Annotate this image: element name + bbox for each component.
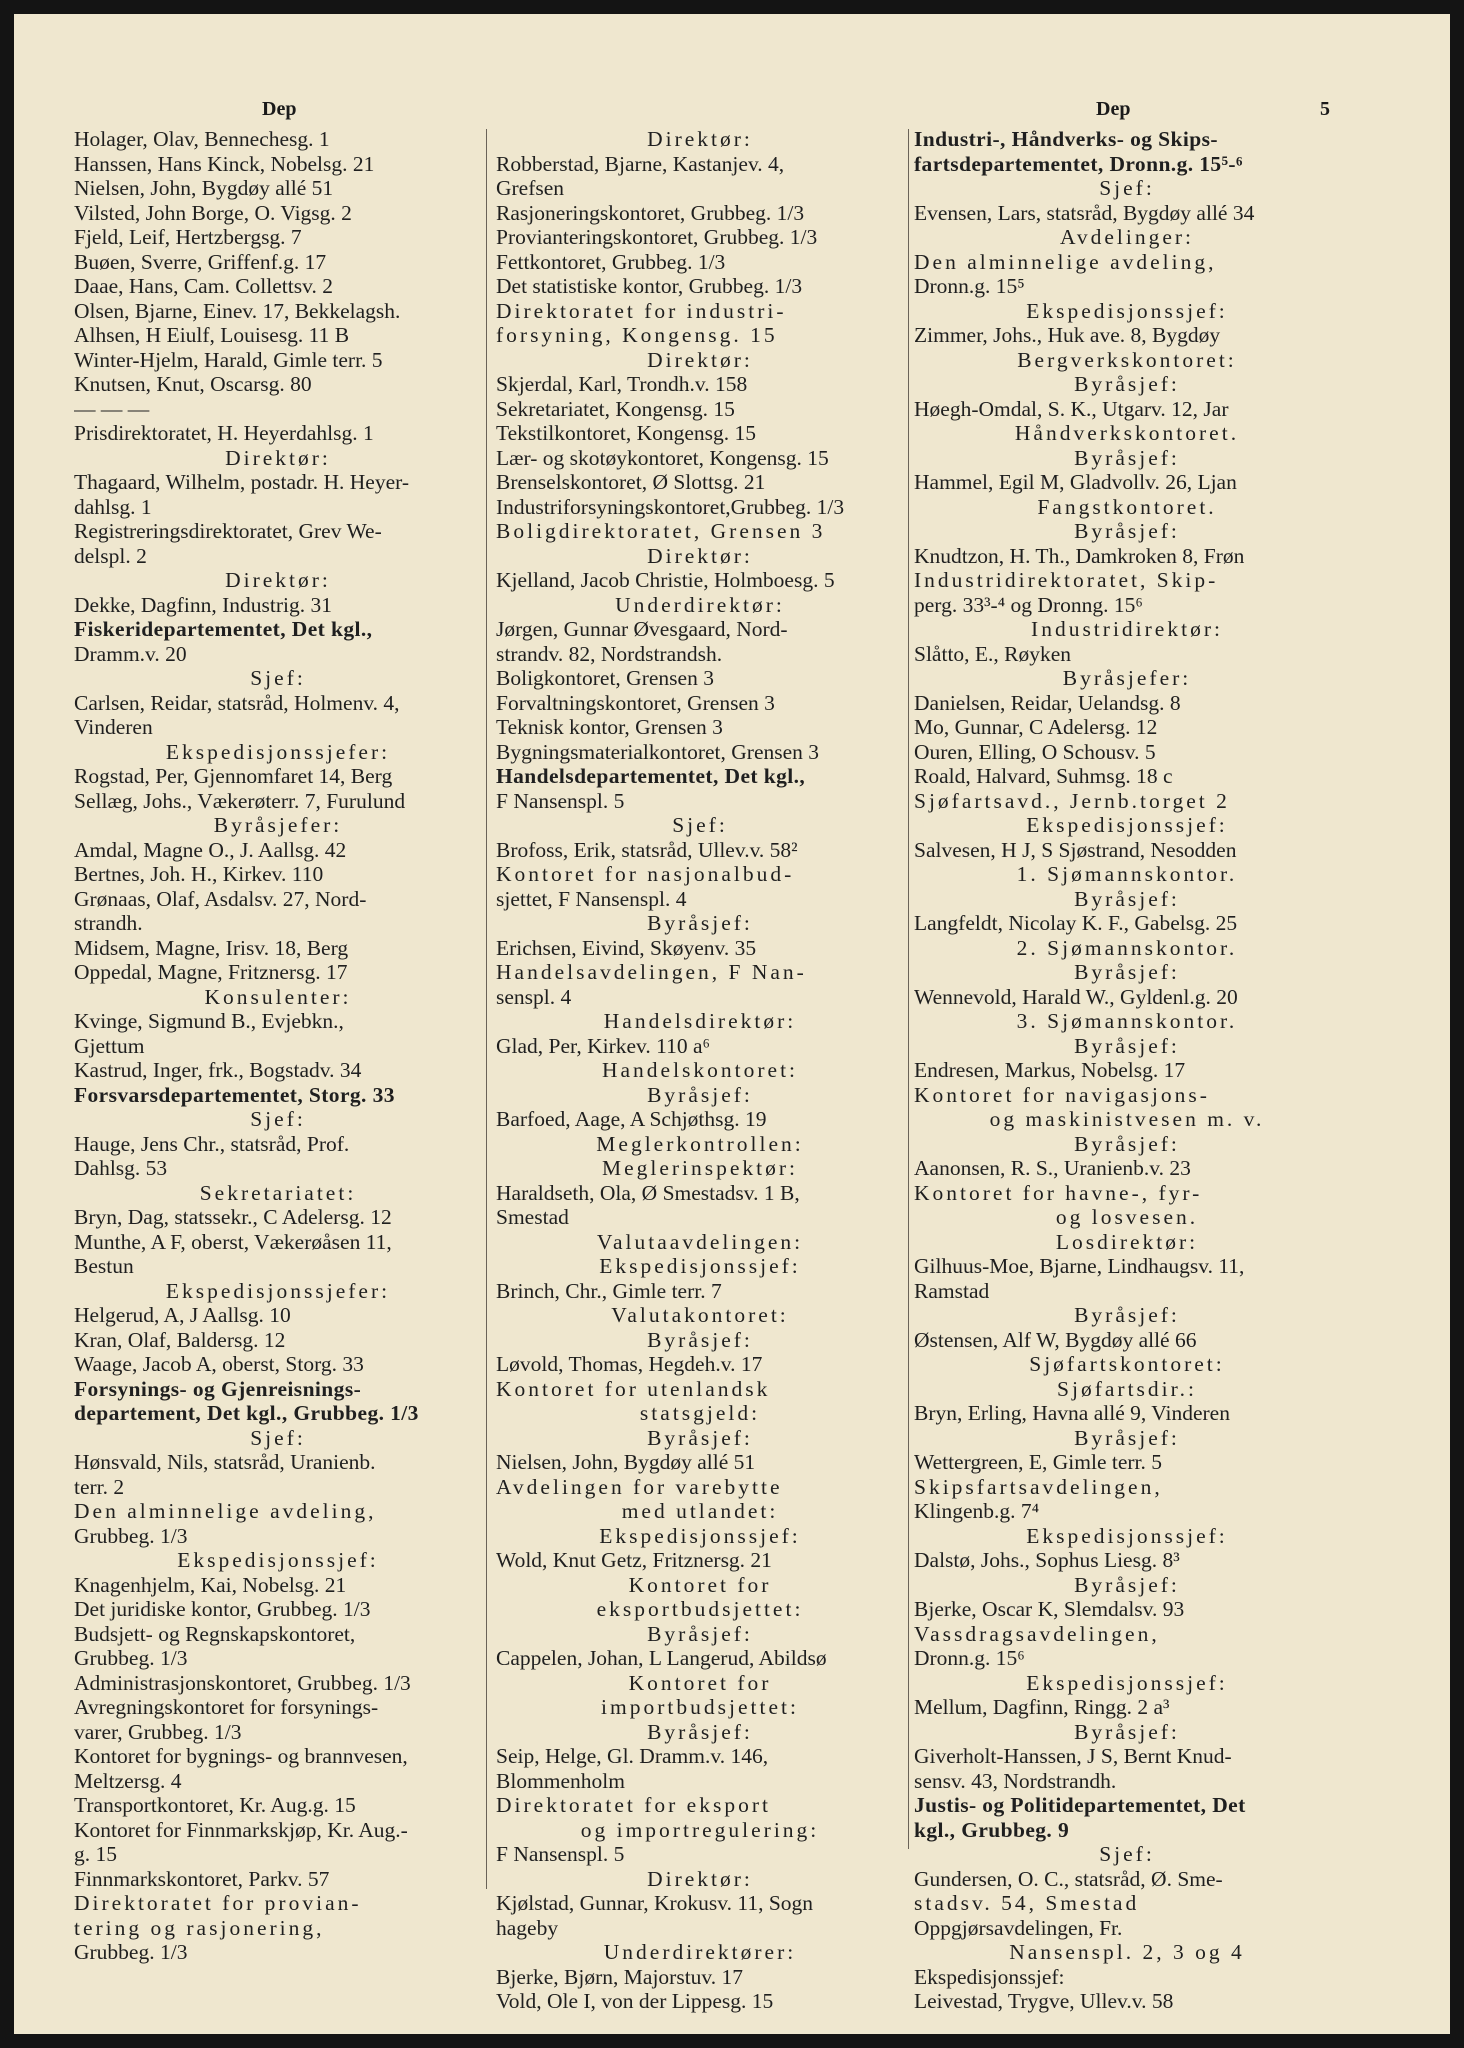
entry-line: Kontoret for bygnings- og brannvesen, <box>74 1744 408 1768</box>
entry-line: Lær- og skotøykontoret, Kongensg. 15 <box>496 445 829 470</box>
entry-line: Industriforsyningskontoret,Grubbeg. 1/3 <box>496 494 845 519</box>
entry-line: stadsv. 54, Smestad <box>914 1891 1140 1915</box>
entry-line: Industridirektør: <box>1031 617 1223 641</box>
running-head-left: Dep <box>262 98 297 120</box>
entry-line: Grefsen <box>496 176 565 200</box>
entry-line: og importregulering: <box>580 1817 820 1842</box>
entry-line: Hanssen, Hans Kinck, Nobelsg. 21 <box>74 151 375 176</box>
entry-line: Dekke, Dagfinn, Industrig. 31 <box>74 592 332 617</box>
entry-line: Helgerud, A, J Aallsg. 10 <box>74 1303 291 1327</box>
entry-line: Vilsted, John Borge, O. Vigsg. 2 <box>74 200 352 225</box>
entry-line: Valutakontoret: <box>611 1303 789 1327</box>
entry-line: Zimmer, Johs., Huk ave. 8, Bygdøy <box>914 323 1221 347</box>
entry-line: Ekspedisjonssjef: <box>599 1254 801 1278</box>
entry-line: Teknisk kontor, Grensen 3 <box>496 715 723 739</box>
entry-line: — — — <box>74 396 150 421</box>
entry-line: Wettergreen, E, Gimle terr. 5 <box>914 1450 1163 1474</box>
entry-line: Byråsjef: <box>647 1327 753 1352</box>
entry-line: Fjeld, Leif, Hertzbergsg. 7 <box>74 225 302 249</box>
entry-line: Bygningsmaterialkontoret, Grensen 3 <box>496 739 820 764</box>
entry-line: Byråsjef: <box>647 1719 753 1744</box>
entry-line: Hammel, Egil M, Gladvollv. 26, Ljan <box>914 470 1237 494</box>
entry-line: Oppgjørsavdelingen, Fr. <box>914 1915 1123 1940</box>
entry-line: Knudtzon, H. Th., Damkroken 8, Frøn <box>914 543 1245 568</box>
entry-line: strandv. 82, Nordstrandsh. <box>496 641 723 666</box>
entry-line: Forsynings- og Gjenreisnings- <box>74 1376 362 1401</box>
entry-line: Knutsen, Knut, Oscarsg. 80 <box>74 372 312 396</box>
entry-line: Byråsjef: <box>1074 960 1180 984</box>
entry-line: Byråsjef: <box>1074 1303 1180 1327</box>
entry-line: Thagaard, Wilhelm, postadr. H. Heyer- <box>74 470 410 494</box>
entry-line: Waage, Jacob A, oberst, Storg. 33 <box>74 1352 364 1376</box>
entry-line: Holager, Olav, Bennechesg. 1 <box>74 127 330 151</box>
entry-line: Sjef: <box>1099 176 1155 200</box>
entry-line: Cappelen, Johan, L Langerud, Abildsø <box>496 1646 827 1670</box>
entry-line: Provianteringskontoret, Grubbeg. 1/3 <box>496 225 818 249</box>
entry-line: Evensen, Lars, statsråd, Bygdøy allé 34 <box>914 200 1255 225</box>
entry-line: Skjerdal, Karl, Trondh.v. 158 <box>496 372 748 396</box>
column-3 <box>914 127 1340 2014</box>
entry-line: Industri-, Håndverks- og Skips- <box>914 127 1218 151</box>
entry-line: F Nansenspl. 5 <box>496 1842 625 1866</box>
entry-line: Ekspedisjonssjef: <box>1026 1670 1228 1695</box>
entry-line: Boligdirektoratet, Grensen 3 <box>496 519 826 543</box>
entry-line: Langfeldt, Nicolay K. F., Gabelsg. 25 <box>914 911 1238 935</box>
entry-line: Dahlsg. 53 <box>74 1156 168 1180</box>
entry-line: Hauge, Jens Chr., statsråd, Prof. <box>74 1131 350 1156</box>
entry-line: Daae, Hans, Cam. Collettsv. 2 <box>74 274 333 298</box>
entry-line: Det juridiske kontor, Grubbeg. 1/3 <box>74 1597 371 1621</box>
entry-line: Byråsjef: <box>1074 1033 1180 1058</box>
column-rule <box>486 129 487 1889</box>
entry-line: Nielsen, John, Bygdøy allé 51 <box>74 176 334 200</box>
entry-line: Meglerinspektør: <box>601 1156 799 1180</box>
entry-line: Brinch, Chr., Gimle terr. 7 <box>496 1278 722 1303</box>
entry-line: Bryn, Erling, Havna allé 9, Vinderen <box>914 1401 1230 1425</box>
entry-line: tering og rasjonering, <box>74 1915 325 1940</box>
entry-line: og maskinistvesen m. v. <box>989 1107 1265 1131</box>
entry-line: Byråsjefer: <box>213 813 343 837</box>
entry-line: Losdirektør: <box>1055 1229 1199 1254</box>
entry-line: Grønaas, Olaf, Asdalsv. 27, Nord- <box>74 886 367 911</box>
entry-line: Gundersen, O. C., statsråd, Ø. Sme- <box>914 1866 1223 1891</box>
entry-line: Håndverkskontoret. <box>1014 421 1240 445</box>
entry-line: Slåtto, E., Røyken <box>914 641 1072 666</box>
entry-line: Ekspedisjonssjef: <box>177 1548 379 1572</box>
entry-line: varer, Grubbeg. 1/3 <box>74 1719 242 1744</box>
entry-line: Bestun <box>74 1254 134 1278</box>
entry-line: Byråsjef: <box>1074 372 1180 396</box>
entry-line: Ekspedisjonssjef: <box>1026 1523 1228 1548</box>
entry-line: hageby <box>496 1915 559 1940</box>
entry-line: Transportkontoret, Kr. Aug.g. 15 <box>74 1793 356 1817</box>
entry-line: 3. Sjømannskontor. <box>1016 1009 1238 1033</box>
entry-line: Prisdirektoratet, H. Heyerdahlsg. 1 <box>74 421 374 445</box>
entry-line: Klingenb.g. 7⁴ <box>914 1499 1040 1523</box>
entry-line: kgl., Grubbeg. 9 <box>914 1817 1070 1842</box>
entry-line: Direktør: <box>647 127 753 151</box>
entry-line: Buøen, Sverre, Griffenf.g. 17 <box>74 249 327 274</box>
column-1 <box>74 127 482 1965</box>
entry-line: 1. Sjømannskontor. <box>1016 862 1238 886</box>
entry-line: Administrasjonskontoret, Grubbeg. 1/3 <box>74 1670 411 1695</box>
entry-line: Boligkontoret, Grensen 3 <box>496 666 714 690</box>
entry-line: Kontoret for nasjonalbud- <box>496 862 795 886</box>
entry-line: Forvaltningskontoret, Grensen 3 <box>496 690 775 715</box>
entry-line: Dalstø, Johs., Sophus Liesg. 8³ <box>914 1548 1180 1572</box>
entry-line: g. 15 <box>74 1842 117 1866</box>
entry-line: Direktoratet for industri- <box>496 298 787 323</box>
entry-line: Vassdragsavdelingen, <box>914 1621 1160 1646</box>
entry-line: Registreringsdirektoratet, Grev We- <box>74 519 382 543</box>
entry-line: Nielsen, John, Bygdøy allé 51 <box>496 1450 756 1474</box>
entry-line: Avdelingen for varebytte <box>496 1474 783 1499</box>
entry-line: Kran, Olaf, Baldersg. 12 <box>74 1327 286 1352</box>
entry-line: Den alminnelige avdeling, <box>914 249 1217 274</box>
entry-line: departement, Det kgl., Grubbeg. 1/3 <box>74 1401 419 1425</box>
entry-line: Erichsen, Eivind, Skøyenv. 35 <box>496 935 757 960</box>
entry-line: Fiskeridepartementet, Det kgl., <box>74 617 373 641</box>
entry-line: Salvesen, H J, S Sjøstrand, Nesodden <box>914 837 1237 862</box>
entry-line: statsgjeld: <box>639 1401 761 1425</box>
entry-line: Mo, Gunnar, C Adelersg. 12 <box>914 715 1158 739</box>
entry-line: Rogstad, Per, Gjennomfaret 14, Berg <box>74 764 393 788</box>
column-2 <box>496 127 904 2014</box>
entry-line: dahlsg. 1 <box>74 494 152 519</box>
entry-line: Sekretariatet, Kongensg. 15 <box>496 396 735 421</box>
directory-page <box>14 14 1450 2034</box>
entry-line: Brenselskontoret, Ø Slottsg. 21 <box>496 470 766 494</box>
entry-line: Bjerke, Oscar K, Slemdalsv. 93 <box>914 1597 1185 1621</box>
entry-line: Avregningskontoret for forsynings- <box>74 1695 379 1719</box>
entry-line: Høegh-Omdal, S. K., Utgarv. 12, Jar <box>914 396 1229 421</box>
entry-line: Den alminnelige avdeling, <box>74 1499 377 1523</box>
entry-line: Ekspedisjonssjef: <box>914 1964 1065 1989</box>
entry-line: Østensen, Alf W, Bygdøy allé 66 <box>914 1327 1197 1352</box>
entry-line: Jørgen, Gunnar Øvesgaard, Nord- <box>496 617 788 641</box>
entry-line: Bjerke, Bjørn, Majorstuv. 17 <box>496 1964 744 1989</box>
entry-line: terr. 2 <box>74 1474 125 1499</box>
entry-line: og losvesen. <box>1055 1205 1199 1229</box>
entry-line: Kontoret for Finnmarkskjøp, Kr. Aug.- <box>74 1817 408 1842</box>
entry-line: Kjelland, Jacob Christie, Holmboesg. 5 <box>496 568 835 592</box>
entry-line: Nansenspl. 2, 3 og 4 <box>1009 1940 1245 1964</box>
entry-line: Bergverkskontoret: <box>1017 347 1237 372</box>
entry-line: Direktør: <box>225 568 331 592</box>
entry-line: delspl. 2 <box>74 543 147 568</box>
column-rule <box>908 129 909 1849</box>
entry-line: sensv. 43, Nordstrandh. <box>914 1768 1117 1793</box>
entry-line: Byråsjef: <box>647 1082 753 1107</box>
entry-line: Roald, Halvard, Suhmsg. 18 c <box>914 764 1173 788</box>
entry-line: Dramm.v. 20 <box>74 641 187 666</box>
entry-line: Byråsjef: <box>647 911 753 935</box>
entry-line: Ouren, Elling, O Schousv. 5 <box>914 739 1156 764</box>
entry-line: Vold, Ole I, von der Lippesg. 15 <box>496 1989 774 2013</box>
entry-line: Direktoratet for eksport <box>496 1793 771 1817</box>
entry-line: Handelsdirektør: <box>603 1009 797 1033</box>
entry-line: Mellum, Dagfinn, Ringg. 2 a³ <box>914 1695 1170 1719</box>
entry-line: Gilhuus-Moe, Bjarne, Lindhaugsv. 11, <box>914 1254 1245 1278</box>
entry-line: Direktør: <box>225 445 331 470</box>
entry-line: fartsdepartementet, Dronn.g. 15⁵-⁶ <box>914 151 1243 176</box>
entry-line: Byråsjef: <box>1074 1572 1180 1597</box>
entry-line: Rasjoneringskontoret, Grubbeg. 1/3 <box>496 200 805 225</box>
entry-line: Byråsjef: <box>1074 1719 1180 1744</box>
entry-line: Fettkontoret, Grubbeg. 1/3 <box>496 249 726 274</box>
entry-line: Byråsjef: <box>1074 519 1180 543</box>
entry-line: Underdirektør: <box>615 592 785 617</box>
entry-line: Sjøfartsdir.: <box>1057 1376 1197 1401</box>
entry-line: Justis- og Politidepartementet, Det <box>914 1793 1246 1817</box>
entry-line: Direktoratet for provian- <box>74 1891 362 1915</box>
entry-line: Finnmarkskontoret, Parkv. 57 <box>74 1866 330 1891</box>
entry-line: Byråsjef: <box>647 1621 753 1646</box>
entry-line: Direktør: <box>647 1866 753 1891</box>
entry-line: Valutaavdelingen: <box>596 1229 804 1254</box>
entry-line: Amdal, Magne O., J. Aallsg. 42 <box>74 837 347 862</box>
entry-line: Winter-Hjelm, Harald, Gimle terr. 5 <box>74 347 383 372</box>
entry-line: Meglerkontrollen: <box>596 1131 804 1156</box>
entry-line: Løvold, Thomas, Hegdeh.v. 17 <box>496 1352 763 1376</box>
entry-line: Knagenhjelm, Kai, Nobelsg. 21 <box>74 1572 347 1597</box>
entry-line: Bertnes, Joh. H., Kirkev. 110 <box>74 862 324 886</box>
entry-line: forsyning, Kongensg. 15 <box>496 323 778 347</box>
entry-line: Byråsjef: <box>647 1425 753 1450</box>
entry-line: strandh. <box>74 911 143 935</box>
entry-line: Kvinge, Sigmund B., Evjebkn., <box>74 1009 344 1033</box>
entry-line: Sjef: <box>250 1107 306 1131</box>
entry-line: Ekspedisjonssjef: <box>1026 813 1228 837</box>
entry-line: Direktør: <box>647 347 753 372</box>
entry-line: Brofoss, Erik, statsråd, Ullev.v. 58² <box>496 837 798 862</box>
entry-line: Oppedal, Magne, Fritznersg. 17 <box>74 960 348 984</box>
entry-line: Byråsjefer: <box>1062 666 1192 690</box>
entry-line: Sjøfartsavd., Jernb.torget 2 <box>914 788 1230 813</box>
entry-line: Konsulenter: <box>204 984 352 1009</box>
entry-line: Industridirektoratet, Skip- <box>914 568 1219 592</box>
entry-line: Handelskontoret: <box>601 1058 799 1082</box>
entry-line: perg. 33³-⁴ og Dronng. 15⁶ <box>914 592 1143 617</box>
page-number: 5 <box>1320 98 1330 120</box>
entry-line: Ekspedisjonssjef: <box>599 1523 801 1548</box>
entry-line: sjettet, F Nansenspl. 4 <box>496 886 687 911</box>
entry-line: Kontoret for <box>628 1572 772 1597</box>
entry-line: Endresen, Markus, Nobelsg. 17 <box>914 1058 1186 1082</box>
entry-line: med utlandet: <box>621 1499 779 1523</box>
running-head-center: Dep <box>1096 98 1131 120</box>
entry-line: Alhsen, H Eiulf, Louisesg. 11 B <box>74 323 350 347</box>
entry-line: Munthe, A F, oberst, Vækerøåsen 11, <box>74 1229 392 1254</box>
entry-line: Forsvarsdepartementet, Storg. 33 <box>74 1082 395 1107</box>
entry-line: Blommenholm <box>496 1768 625 1793</box>
entry-line: F Nansenspl. 5 <box>496 788 625 813</box>
entry-line: Gjettum <box>74 1033 145 1058</box>
entry-line: Ekspedisjonssjef: <box>1026 298 1228 323</box>
entry-line: Byråsjef: <box>1074 1425 1180 1450</box>
entry-line: Hønsvald, Nils, statsråd, Uranienb. <box>74 1450 376 1474</box>
entry-line: Bryn, Dag, statssekr., C Adelersg. 12 <box>74 1205 392 1229</box>
entry-line: Dronn.g. 15⁶ <box>914 1646 1025 1670</box>
entry-line: Kontoret for <box>628 1670 772 1695</box>
entry-line: Seip, Helge, Gl. Dramm.v. 146, <box>496 1744 769 1768</box>
entry-line: Carlsen, Reidar, statsråd, Holmenv. 4, <box>74 690 400 715</box>
entry-line: Wold, Knut Getz, Fritznersg. 21 <box>496 1548 772 1572</box>
entry-line: Ekspedisjonssjefer: <box>165 739 391 764</box>
entry-line: Aanonsen, R. S., Uranienb.v. 23 <box>914 1156 1191 1180</box>
entry-line: Handelsdepartementet, Det kgl., <box>496 764 806 788</box>
entry-line: senspl. 4 <box>496 984 572 1009</box>
entry-line: Direktør: <box>647 543 753 568</box>
entry-line: Fangstkontoret. <box>1037 494 1217 519</box>
entry-line: Underdirektører: <box>603 1940 797 1964</box>
entry-line: Skipsfartsavdelingen, <box>914 1474 1163 1499</box>
entry-line: Barfoed, Aage, A Schjøthsg. 19 <box>496 1107 767 1131</box>
entry-line: Det statistiske kontor, Grubbeg. 1/3 <box>496 274 803 298</box>
entry-line: Budsjett- og Regnskapskontoret, <box>74 1621 356 1646</box>
entry-line: Haraldseth, Ola, Ø Smestadsv. 1 B, <box>496 1180 800 1205</box>
entry-line: Grubbeg. 1/3 <box>74 1646 188 1670</box>
entry-line: Kontoret for navigasjons- <box>914 1082 1210 1107</box>
entry-line: Avdelinger: <box>1059 225 1195 249</box>
entry-line: Sellæg, Johs., Vækerøterr. 7, Furulund <box>74 788 406 813</box>
entry-line: Grubbeg. 1/3 <box>74 1523 188 1548</box>
entry-line: Ramstad <box>914 1278 990 1303</box>
entry-line: Sjøfartskontoret: <box>1029 1352 1225 1376</box>
entry-line: Olsen, Bjarne, Einev. 17, Bekkelagsh. <box>74 298 401 323</box>
entry-line: Smestad <box>496 1205 569 1229</box>
entry-line: Kontoret for havne-, fyr- <box>914 1180 1203 1205</box>
entry-line: Dronn.g. 15⁵ <box>914 274 1025 298</box>
entry-line: Leivestad, Trygve, Ullev.v. 58 <box>914 1989 1174 2013</box>
entry-line: eksportbudsjettet: <box>596 1597 804 1621</box>
entry-line: Kontoret for utenlandsk <box>496 1376 771 1401</box>
entry-line: Vinderen <box>74 715 153 739</box>
entry-line: Kastrud, Inger, frk., Bogstadv. 34 <box>74 1058 362 1082</box>
entry-line: Kjølstad, Gunnar, Krokusv. 11, Sogn <box>496 1891 814 1915</box>
entry-line: Handelsavdelingen, F Nan- <box>496 960 807 984</box>
entry-line: Sjef: <box>672 813 728 837</box>
entry-line: Wennevold, Harald W., Gyldenl.g. 20 <box>914 984 1238 1009</box>
entry-line: importbudsjettet: <box>601 1695 799 1719</box>
entry-line: Tekstilkontoret, Kongensg. 15 <box>496 421 757 445</box>
entry-line: 2. Sjømannskontor. <box>1016 935 1238 960</box>
entry-line: Midsem, Magne, Irisv. 18, Berg <box>74 935 349 960</box>
entry-line: Glad, Per, Kirkev. 110 a⁶ <box>496 1033 711 1058</box>
entry-line: Sekretariatet: <box>199 1180 357 1205</box>
entry-line: Byråsjef: <box>1074 1131 1180 1156</box>
entry-line: Sjef: <box>1099 1842 1155 1866</box>
entry-line: Grubbeg. 1/3 <box>74 1940 188 1964</box>
entry-line: Ekspedisjonssjefer: <box>165 1278 391 1303</box>
entry-line: Sjef: <box>250 1425 306 1450</box>
entry-line: Byråsjef: <box>1074 445 1180 470</box>
entry-line: Meltzersg. 4 <box>74 1768 182 1793</box>
entry-line: Giverholt-Hanssen, J S, Bernt Knud- <box>914 1744 1232 1768</box>
entry-line: Sjef: <box>250 666 306 690</box>
entry-line: Byråsjef: <box>1074 886 1180 911</box>
entry-line: Robberstad, Bjarne, Kastanjev. 4, <box>496 151 785 176</box>
entry-line: Danielsen, Reidar, Uelandsg. 8 <box>914 690 1181 715</box>
